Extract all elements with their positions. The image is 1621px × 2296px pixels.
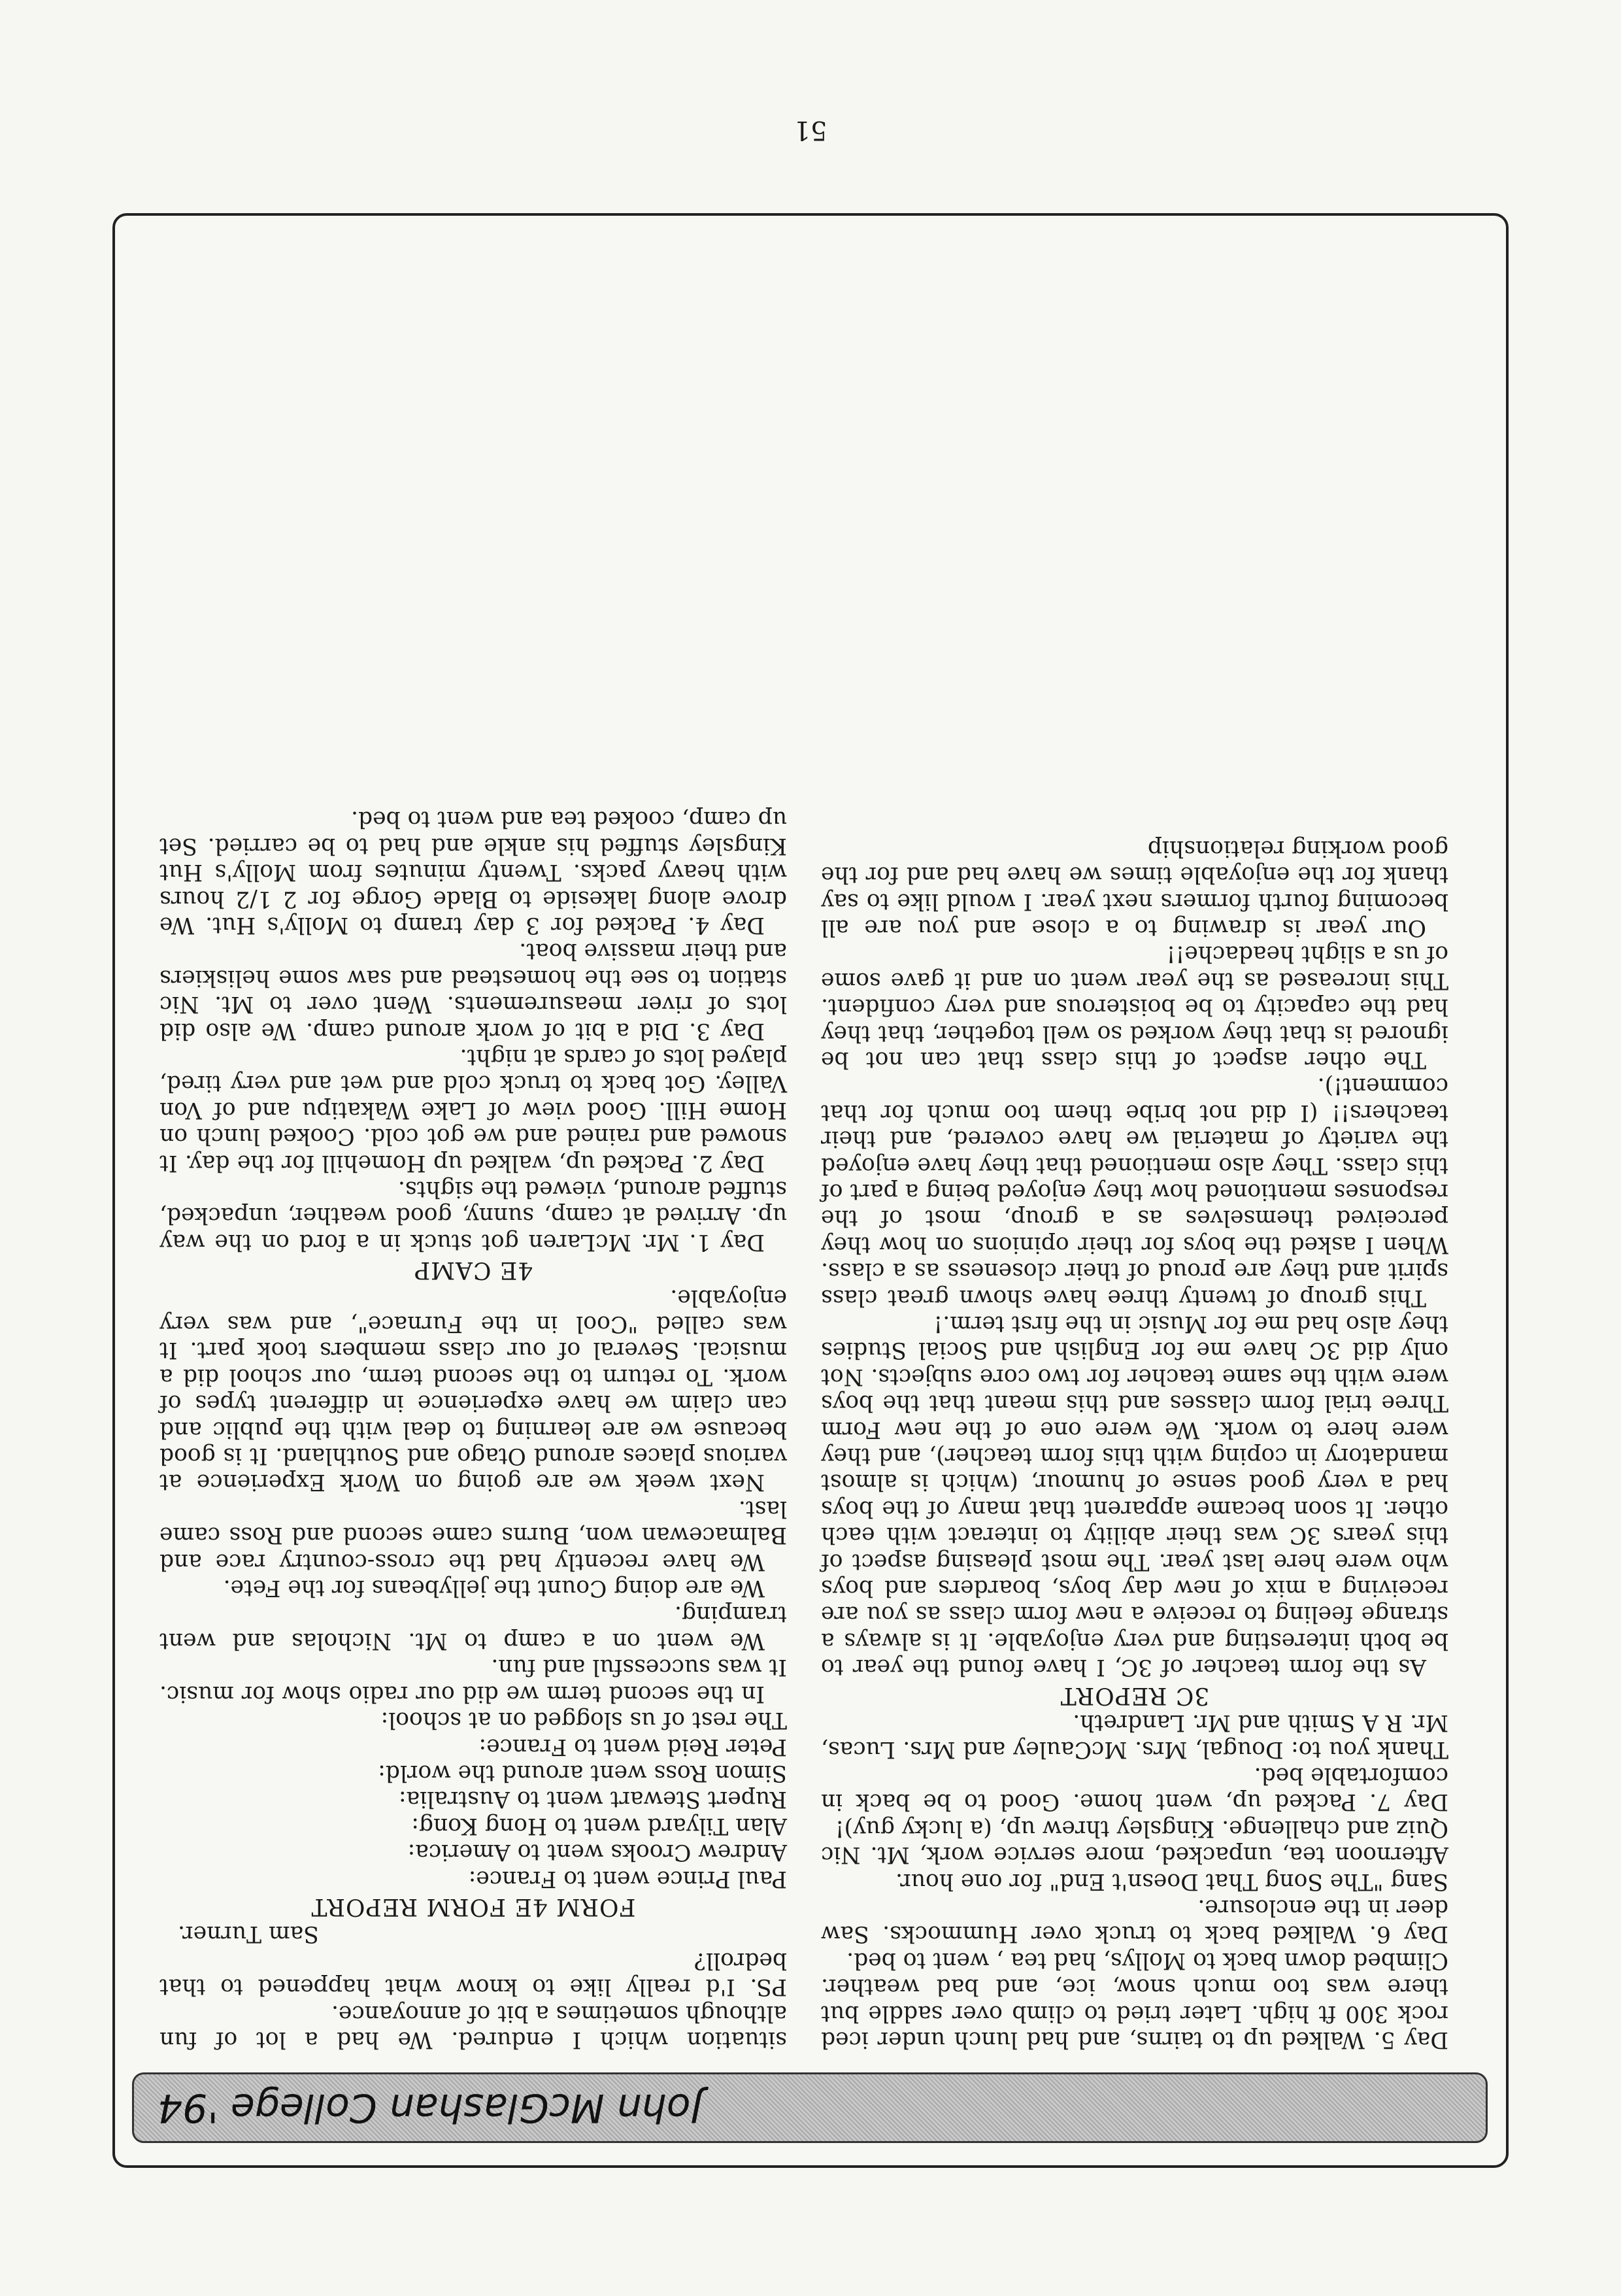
camp-song: Sang "The Song That Doesn't End" for one hour. (895, 1868, 1448, 1895)
camp-days-1-4 (159, 806, 787, 1255)
travel-item: The rest of us slogged on at school: (380, 1707, 787, 1734)
travel-item: Rupert Stewart went to Australia: (399, 1786, 787, 1813)
camp-afternoon: Afternoon tea, unpacked, more service work, Mt. Nic Quiz and challenge. Kingsley threw up, (a lucky guy)! (821, 1815, 1448, 1868)
camp-day-1: Day 1. Mr. McLaren got stuck in a ford on the way up. Arrived at camp, sunny, good weather, unpacked, stuffed around, viewed the sights. (159, 1176, 787, 1255)
camp-day-3: Day 3. Did a bit of work around camp. We also did lots of river measurements. Went over to Mt. Nic station to see the homestead and saw some heliskiers and their massive boat. (159, 938, 787, 1044)
report-4e-paragraph: We are doing Count the jellybeans for the Fete. (223, 1575, 765, 1602)
report-4e-paragraph: We went on a camp to Mt. Nicholas and went tramping. (159, 1601, 787, 1654)
report-4e-body (159, 1284, 787, 1707)
camp-day-5: Day 5. Walked up to tairns, and had lunch under iced rock 300 ft high. Later tried to climb over saddle but there was too much snow, ice, and bad weather. Climbed down back to Mollys, had tea , went to bed. (821, 1947, 1448, 2053)
page-frame (112, 213, 1509, 2168)
report-3c-paragraph: This group of twenty three have shown great class spirit and they are proud of their closeness as a class. When I asked the boys for their opinions on how they perceived themselves as a group, most of the responses mentioned how they enjoyed being a part of this class. They also mentioned that they have enjoyed the variety of material we have covered, and their teachers!! (I did not bribe them too much for that comment!). (821, 1073, 1448, 1311)
travel-item: Peter Reid went to France: (478, 1733, 787, 1760)
travel-item: Andrew Crooks went to America: (407, 1839, 787, 1866)
right-column (159, 806, 787, 2053)
header-banner (132, 2072, 1488, 2143)
report-4e-paragraph: Next week we are going on Work Experience at various places around Otago and Southland. It is good because we are learning to deal with the public and can claim we have experience in different types of work. To return to the second term, our school did a musical. Several of our class members took part. It was called "Cool in the Furnace", and was very enjoyable. (159, 1284, 787, 1496)
camp-day-7: Day 7. Packed up, went home. Good to be back in comfortable bed. (821, 1762, 1448, 1815)
travel-item: Alan Tilyard went to Hong Kong: (411, 1812, 787, 1839)
camp-day-6: Day 6. Walked back to truck over Hummocks. Saw deer in the enclosure. (821, 1894, 1448, 1948)
signature: Sam Turner. (178, 1921, 319, 1948)
report-3c-heading: 3C REPORT (1060, 1681, 1210, 1709)
intro-text: situation which I endured. We had a lot of fun although sometimes a bit of annoyance. (159, 2000, 787, 2053)
left-column (821, 835, 1448, 2053)
camp-heading: 4E CAMP (413, 1257, 533, 1284)
header-title: John McGlashan College '94 (158, 2085, 703, 2131)
ps-note: PS. I'd really like to know what happened to that bedroll? (159, 1947, 787, 2001)
camp-days-5-7 (821, 1710, 1448, 2053)
report-4e-paragraph: We have recently had the cross-country race and Balmacewan won, Burns came second and Ross came last. (159, 1495, 787, 1575)
report-4e-paragraph: In the second term we did our radio show for music. It was successful and fun. (159, 1654, 787, 1707)
travel-item: Paul Prince went to France: (468, 1865, 787, 1892)
travel-item: Simon Ross went around the world: (378, 1759, 787, 1786)
travel-list (159, 1707, 787, 1892)
report-3c-paragraph: As the form teacher of 3C, I have found the year to be both interesting and very enjoyable. It is always a strange feeling to receive a new form class as you are receiving a mix of new day boys, boarders and boys who were here last year. The most pleasing aspect of this years 3C was their ability to interact with each other. It soon became apparent that many of the boys had a very good sense of humour, (which is almost mandatory in coping with this form teacher), and they were here to work. We were one of the new Form Three trial form classes and this meant that the boys were with the same teacher for two core subjects. Not only did 3C have me for English and Social Studies they also had me for Music in the first term.! (821, 1311, 1448, 1681)
camp-day-4: Day 4. Packed for 3 day tramp to Molly's Hut. We drove along lakeside to Blade Gorge for 2 1/2 hours with heavy packs. Twenty minutes from Molly's Hut Kingsley stuffed his ankle and had to be carried. Set up camp, cooked tea and went to bed. (159, 806, 787, 938)
page-number: 51 (794, 115, 827, 145)
camp-thanks: Thank you to: Dougal, Mrs. McCauley and Mrs. Lucas, Mr. R A Smith and Mr. Landreth. (821, 1710, 1448, 1763)
report-4e-heading: FORM 4E FORM REPORT (310, 1893, 636, 1920)
report-3c-paragraph: Our year is drawing to a close and you are all becoming fourth formers next year. I would like to say thank for the enjoyable times we have had and for the good working relationship (821, 835, 1448, 941)
camp-day-2: Day 2. Packed up, walked up Homehill for the day. It snowed and rained and we got cold. Cooked lunch on Home Hill. Good view of Lake Wakatipu and of Von Valley. Got back to truck cold and wet and very tired, played lots of cards at night. (159, 1043, 787, 1176)
report-3c-body (821, 835, 1448, 1680)
report-3c-paragraph: The other aspect of this class that can not be ignored is that they worked so well together, that they had the capacity to be boisterous and very confident. This increased as the year went on and it gave some of us a slight headache!! (821, 941, 1448, 1073)
